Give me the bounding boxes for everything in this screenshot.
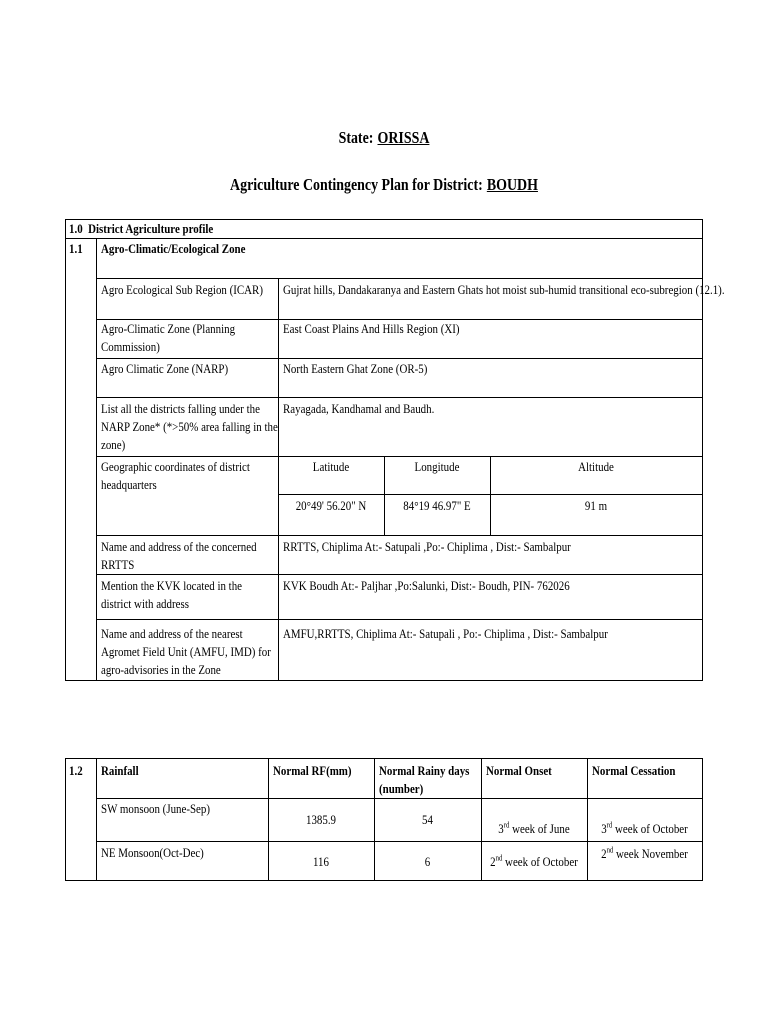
section-number: 1.0 District Agriculture profile xyxy=(69,221,214,236)
district-value: BOUDH xyxy=(486,175,538,194)
row-label-narp: Agro Climatic Zone (NARP) xyxy=(101,361,229,376)
plan-heading xyxy=(69,175,699,195)
state-heading xyxy=(69,128,699,148)
plan-label: Agriculture Contingency Plan for District: xyxy=(230,175,483,194)
row-value-planning: East Coast Plains And Hills Region (XI) xyxy=(283,321,460,336)
state-label: State: xyxy=(338,128,374,147)
ne-days: 6 xyxy=(424,854,431,869)
longitude-value: 84°19 46.97" E xyxy=(403,498,471,513)
normal-rf-header: Normal RF(mm) xyxy=(273,763,352,778)
sw-season: SW monsoon (June-Sep) xyxy=(101,801,211,816)
ne-cessation: 2nd week November xyxy=(601,845,688,861)
row-label-amfu: Name and address of the nearest Agromet Field Unit (AMFU, IMD) for agro-advisories in the Zone xyxy=(101,626,271,677)
state-value: ORISSA xyxy=(377,128,430,147)
row-value-rrtts: RRTTS, Chiplima At:- Satupali ,Po:- Chiplima , Dist:- Sambalpur xyxy=(283,539,571,554)
row-value-icar: Gujrat hills, Dandakaranya and Eastern Ghats hot moist sub-humid transitional eco-subregion (12.1). xyxy=(283,282,725,297)
rainfall-header: Rainfall xyxy=(101,763,139,778)
sw-cessation: 3rd week of October xyxy=(601,820,688,836)
sw-rf: 1385.9 xyxy=(305,812,337,827)
latitude-header: Latitude xyxy=(312,459,350,474)
subsection-number: 1.1 xyxy=(69,241,83,256)
longitude-header: Longitude xyxy=(414,459,460,474)
latitude-value: 20°49' 56.20" N xyxy=(295,498,367,513)
ne-season: NE Monsoon(Oct-Dec) xyxy=(101,845,204,860)
row-value-districts: Rayagada, Kandhamal and Baudh. xyxy=(283,401,435,416)
row-label-kvk: Mention the KVK located in the district with address xyxy=(101,578,243,611)
row-value-amfu: AMFU,RRTTS, Chiplima At:- Satupali , Po:- Chiplima , Dist:- Sambalpur xyxy=(283,626,608,641)
ne-onset: 2nd week of October xyxy=(490,853,578,869)
row-label-districts: List all the districts falling under the NARP Zone* (*>50% area falling in the zone) xyxy=(101,401,278,452)
rainfall-number: 1.2 xyxy=(69,763,83,778)
sw-onset: 3rd week of June xyxy=(498,820,570,836)
ne-rf: 116 xyxy=(313,854,329,869)
sw-days: 54 xyxy=(422,812,433,827)
subsection-title: Agro-Climatic/Ecological Zone xyxy=(101,241,246,256)
altitude-value: 91 m xyxy=(584,498,608,513)
onset-header: Normal Onset xyxy=(486,763,552,778)
row-label-planning: Agro-Climatic Zone (Planning Commission) xyxy=(101,321,236,354)
row-value-kvk: KVK Boudh At:- Paljhar ,Po:Salunki, Dist:- Boudh, PIN- 762026 xyxy=(283,578,570,593)
cessation-header: Normal Cessation xyxy=(592,763,676,778)
row-value-narp: North Eastern Ghat Zone (OR-5) xyxy=(283,361,428,376)
altitude-header: Altitude xyxy=(578,459,614,474)
row-label-rrtts: Name and address of the concerned RRTTS xyxy=(101,539,257,572)
row-label-icar: Agro Ecological Sub Region (ICAR) xyxy=(101,282,263,297)
rainy-days-header: Normal Rainy days (number) xyxy=(379,763,470,796)
coords-label: Geographic coordinates of district headquarters xyxy=(101,459,250,492)
